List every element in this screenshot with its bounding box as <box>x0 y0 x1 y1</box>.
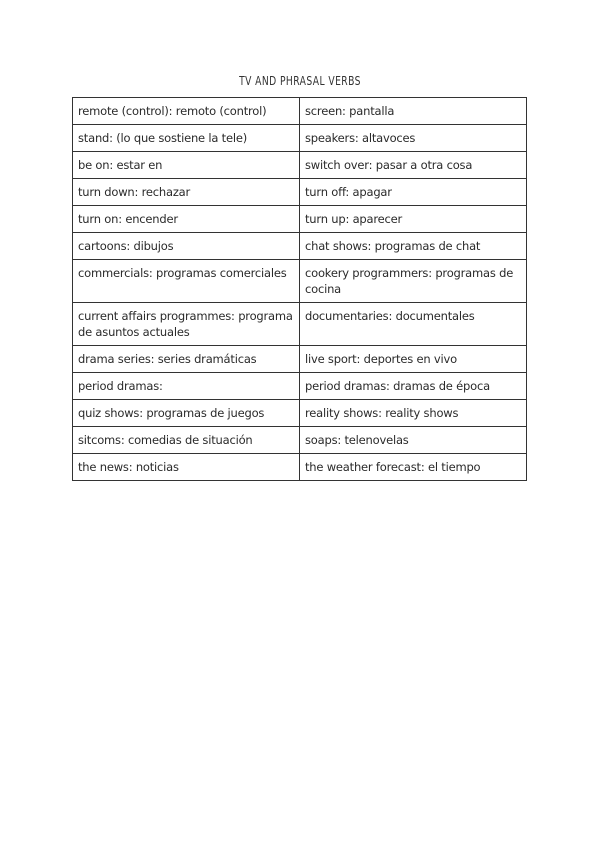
table-cell: documentaries: documentales <box>300 303 527 346</box>
table-cell: period dramas: <box>73 373 300 400</box>
table-row <box>73 233 527 260</box>
table-row <box>73 454 527 481</box>
table-row <box>73 125 527 152</box>
table-cell: turn down: rechazar <box>73 179 300 206</box>
table-cell: stand: (lo que sostiene la tele) <box>73 125 300 152</box>
table-cell: turn off: apagar <box>300 179 527 206</box>
table-cell: be on: estar en <box>73 152 300 179</box>
table-cell: current affairs programmes: programa de asuntos actuales <box>73 303 300 346</box>
table-row <box>73 427 527 454</box>
table-cell: commercials: programas comerciales <box>73 260 300 303</box>
table-cell: soaps: telenovelas <box>300 427 527 454</box>
table-row <box>73 260 527 303</box>
table-cell: the weather forecast: el tiempo <box>300 454 527 481</box>
table-cell: sitcoms: comedias de situación <box>73 427 300 454</box>
table-cell: live sport: deportes en vivo <box>300 346 527 373</box>
table-cell: reality shows: reality shows <box>300 400 527 427</box>
table-cell: cookery programmers: programas de cocina <box>300 260 527 303</box>
table-row <box>73 346 527 373</box>
table-cell: switch over: pasar a otra cosa <box>300 152 527 179</box>
table-cell: speakers: altavoces <box>300 125 527 152</box>
table-cell: drama series: series dramáticas <box>73 346 300 373</box>
table-cell: cartoons: dibujos <box>73 233 300 260</box>
table-cell: period dramas: dramas de época <box>300 373 527 400</box>
table-cell: quiz shows: programas de juegos <box>73 400 300 427</box>
table-cell: remote (control): remoto (control) <box>73 98 300 125</box>
table-row <box>73 179 527 206</box>
page-title: TV AND PHRASAL VERBS <box>239 74 361 88</box>
table-row <box>73 152 527 179</box>
table-row <box>73 373 527 400</box>
table-cell: chat shows: programas de chat <box>300 233 527 260</box>
table-cell: turn on: encender <box>73 206 300 233</box>
table-row <box>73 400 527 427</box>
table-row <box>73 98 527 125</box>
vocabulary-table <box>72 97 527 481</box>
table-cell: the news: noticias <box>73 454 300 481</box>
table-cell: screen: pantalla <box>300 98 527 125</box>
table-cell: turn up: aparecer <box>300 206 527 233</box>
table-row <box>73 206 527 233</box>
table-row <box>73 303 527 346</box>
